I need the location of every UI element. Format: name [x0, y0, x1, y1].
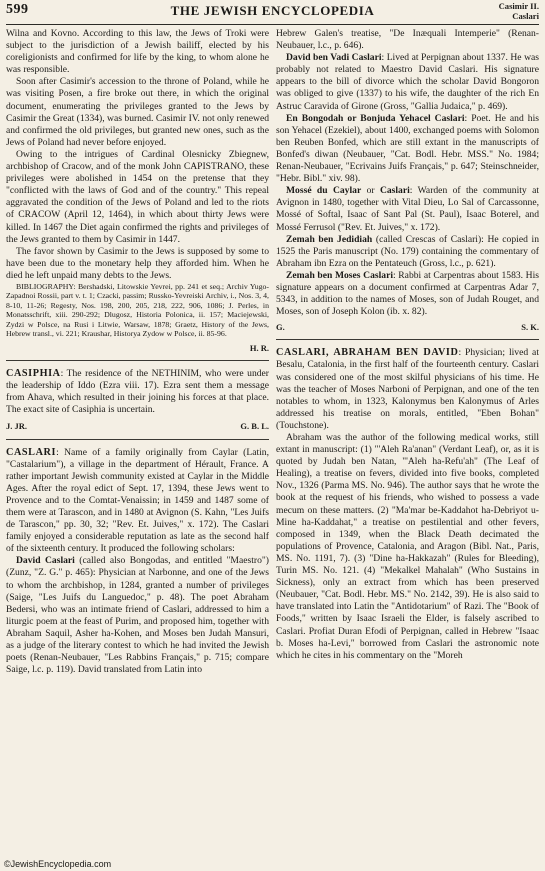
page-number: 599	[6, 2, 29, 17]
running-head-top: Casimir II.	[498, 1, 539, 11]
caslari-signature-left: G.	[276, 322, 285, 333]
abraham-headword: CASLARI, ABRAHAM BEN DAVID	[276, 347, 459, 359]
casimir-paragraph-1: Wilna and Kovno. According to this law, the Jews of Troki were subject to the jurisdiction of a Jewish bailiff, elected by his coreligionists and confirmed for life by the king, to whom alone he was responsible.	[6, 28, 269, 76]
casimir-paragraph-3: Owing to the intrigues of Cardinal Olesnicky Zbiegnew, archbishop of Cracow, and of the monk John CAPISTRANO, these privileges were abolished in 1454 on the pretense that they "conflicted with the laws of God and of the country." This repeal aggravated the condition of the Jews of Poland and led to the riots of CRACOW (April 12, 1464), in which about thirty Jews were killed. In 1467 the Diet again confirmed the rights and privileges of the Jews granted to them by Casimir in 1447.	[6, 148, 269, 245]
casiphia-signature-left: J. JR.	[6, 421, 28, 432]
running-title: THE JEWISH ENCYCLOPEDIA	[170, 3, 375, 18]
bongodah-subhead: En Bongodah or Bonjuda Yehacel Caslari	[286, 112, 465, 124]
casimir-bibliography: BIBLIOGRAPHY: Bershadski, Litowskie Yevrei, pp. 241 et seq.; Archiv Yugo-Zapadnoi Rossii, part v. t. 1; Czacki, passim; Russko-Yevreiski Archiv, i., Nos. 3, 4, 8-10, 11-26; Regesty, Nos. 198, 200, 205, 218, 222, 906, 1086; J. Perles, in Monatsschrift, xiii. 290-292; Dlugosz, Historia Polonica, ii. 157; Maciejewski, Zydzi w Polsce, na Rusi i Litwie, Warsaw, 1878; Graetz, History of the Jews, Hebrew transl., vi. 221; Kraushar, Historya Zydow w Polsce, ii. 85-96.	[6, 281, 269, 339]
david-vadi-entry	[276, 52, 539, 112]
caslari-text: : Name of a family originally from Caylar (Latin, "Castalarium"), a village in the department of Hérault, France. A rather important Jewish community existed at Caylar in the Middle Ages. After the royal edict of Sept. 17, 1394, these Jews went to Provence and to the Comtat-Venaissin; in 1459 and 1487 some of them were at Tarascon, and in 1480 at Avignon (S. Kahn, "Les Juifs de Tarascon," pp. 30, 32; "Rev. Et. Juives," x. 172). The Caslari family enjoyed a considerable reputation as late as the second half of the sixteenth century. It produced the following scholars:	[6, 446, 269, 555]
page-header	[6, 2, 539, 24]
mosse-entry	[276, 185, 539, 233]
caslari-signature-right: S. K.	[521, 322, 539, 333]
article-separator	[6, 439, 269, 440]
david-vadi-subhead: David ben Vadi Caslari	[286, 52, 382, 64]
running-head	[499, 2, 539, 21]
watermark: ©JewishEncyclopedia.com	[4, 859, 112, 869]
casiphia-signature	[6, 420, 269, 432]
caslari-signature	[276, 321, 539, 333]
zemah-moses-text: : Rabbi at Carpentras about 1583. His signature appears on a document confirmed at Carpentras Adar 7, 5343, in addition to the names of Moses, son of Judah Rouget, and Moses, son of Joseph Kolon (ib. x. 82).	[276, 269, 540, 318]
header-rule	[6, 24, 539, 25]
casimir-signature-right: H. R.	[249, 342, 269, 353]
caslari-entry	[6, 447, 269, 556]
david-caslari-entry	[6, 555, 269, 676]
casimir-paragraph-2: Soon after Casimir's accession to the throne of Poland, while he was visiting Posen, a fire broke out there, in which the original document, enumerating the privileges granted to the Jews by Casimir the Great (1334), was burned. Casimir IV. not only renewed and confirmed the old privileges, but granted new ones, such as the Jews of Poland had never before enjoyed.	[6, 76, 269, 148]
mosse-text: : Warden of the community at Avignon in 1480, together with Vital Dieu, Lo Sal of Carcassonne, Mossé of Softal, Isaac of Sant Pal (St. Paul), Isaac Boterel, and Mossé Ferrusol ("Rev. Et. Juives," x. 172).	[276, 185, 540, 233]
david-vadi-text: : Lived at Perpignan about 1337. He was probably not related to Maestro David Caslari. His signature appears to the bill of divorce which the scholar David Bongoron was obliged to give (1337) to his wife, the daughter of the rich En Astruc Caravida of Girone (Gross, "Gallia Judaica," p. 469).	[276, 52, 539, 112]
casiphia-signature-right: G. B. L.	[240, 421, 269, 432]
zemah-subhead: Zemah ben Jedidiah	[286, 233, 373, 245]
mosse-connector: or	[361, 185, 380, 197]
casimir-signature	[6, 342, 269, 354]
zemah-moses-subhead: Zemah ben Moses Caslari	[286, 269, 393, 281]
article-separator	[276, 339, 539, 340]
abraham-paragraph-2: Abraham was the author of the following medical works, still extant in manuscript: (1) "'Aleh Ra'anan" (Verdant Leaf), or, as it is quoted by Judah ben Natan, "'Aleh ha-Refu'ah" (The Leaf of Healing), a treatise on fevers, divided into five books, completed Nov., 1326 (Parma MS. No. 946). The author says that he wrote the book at the request of his friends, who wished to possess a vade mecum on these matters. (2) "Ma'mar be-Kaddahot ha-Debriyot u-Mine ha-Kaddahat," a treatise on pestilential and other fevers, composed in 1349, when the Black Death decimated the populations of Provence, Catalonia, and Aragon (Bibl. Nat., Paris, MS. No. 1191, 7). (3) "Dine ha-Hakkazah" (Rules for Bleeding), Turin MS. No. 121. (4) "Mekalkel Mahalah" (Who Sustains in Sickness), only an extract from which has been preserved (Neubauer, "Cat. Bodl. Hebr. MS." No. 2142, 39). He is also said to have translated into Latin the "Antidotarium" of Razi. The "Book of Foods," written by Isaac Israeli the Elder, is falsely ascribed to Caslari. Profiat Duran Efodi of Perpignan, called in Hebrew "Isaac b. Moses ha-Levi," borrowed from Caslari the astronomic note which he cites in his commentary on the "Moreh	[276, 432, 539, 661]
article-separator	[6, 360, 269, 361]
david-caslari-subhead: David Caslari	[16, 555, 75, 567]
zemah-moses-entry	[276, 270, 539, 318]
mosse-subhead: Mossé du Caylar	[286, 185, 362, 197]
casiphia-entry	[6, 368, 269, 416]
bongodah-text: : Poet. He and his son Yehacel (Ezekiel), about 1400, exchanged poems with Solomon ben Reuben Bonfed, which are still extant in the manuscripts of Bonfed's diwan (Neubauer, "Cat. Bodl. Hebr. MSS." No. 1984; Renan-Neubauer, "Ecrivains Juifs Français," p. 647; Steinschneider, "Hebr. Bibl." xiv. 98).	[276, 112, 539, 185]
galen-continuation: Hebrew Galen's treatise, "De Inæquali Intemperie" (Renan-Neubauer, l.c., p. 646).	[276, 28, 539, 52]
mosse-subhead-alt: Caslari	[379, 185, 410, 197]
right-column	[276, 28, 539, 662]
abraham-entry	[276, 347, 539, 432]
david-caslari-text: (called also Bongodas, and entitled "Maestro") (Zunz, "Z. G." p. 465): Physician at Narbonne, and one of the Jews to whom the archbishop, in 1284, granted a number of privileges (Saige, "Les Juifs du Languedoc," p. 48). The poet Abraham Bedersi, who was an intimate friend of Caslari, addressed to him a liturgic poem at the feast of Purim, and proposed him, together with Abraham Saquil, Asher ha-Kohen, and Moses ben Judah Mansuri, as a judge of the literary contest to which he had invited the Jewish poets (Renan-Neubauer, "Les Rabbins Français," p. 715; compare Saige, l.c. p. 119). David translated from Latin into	[6, 555, 269, 676]
left-column	[6, 28, 269, 676]
casiphia-text: : The residence of the NETHINIM, who were under the leadership of Iddo (Ezra viii. 17). Ezra sent them a message from Ahava, which resulted in their joining his forces at that place. The exact site of Casiphia is uncertain.	[6, 368, 269, 416]
bongodah-entry	[276, 113, 539, 186]
casimir-paragraph-4: The favor shown by Casimir to the Jews is supposed by some to have been due to the monetary help they afforded him. When he died he left unpaid many debts to the Jews.	[6, 245, 269, 281]
zemah-text: (called Crescas of Caslari): He copied in 1525 the Paris manuscript (No. 179) containing the commentary of Abraham ibn Ezra on the Pentateuch (Gross, l.c., p. 621).	[276, 233, 539, 269]
casiphia-headword: CASIPHIA	[6, 368, 61, 380]
caslari-headword: CASLARI	[6, 446, 57, 458]
abraham-text-1: : Physician; lived at Besalu, Catalonia, in the first half of the fourteenth century. Caslari was considered one of the most skilful physicians of his time. He was the teacher of Moses Narboni of Perpignan, and one of the ten notables to whom, in 1323, Kalonymus ben Kalonymus of Arles addressed his treatise on morals, entitled, "Eben Bohan" (Touchstone).	[276, 347, 539, 431]
zemah-entry	[276, 234, 539, 270]
running-head-bottom: Caslari	[512, 10, 539, 21]
